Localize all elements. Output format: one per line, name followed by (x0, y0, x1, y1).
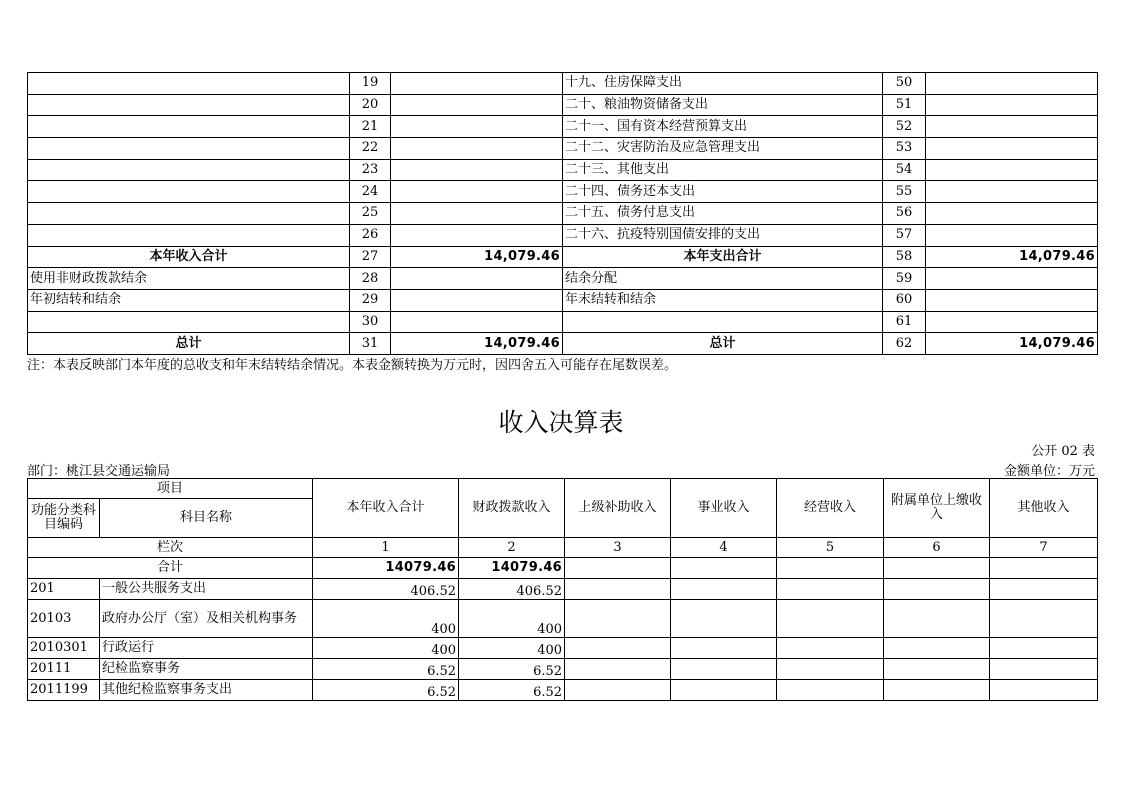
right-label-cell: 二十三、其他支出 (563, 159, 883, 181)
amount-cell (777, 680, 884, 701)
right-amount-cell: 14,079.46 (926, 246, 1098, 268)
table-row (28, 659, 1098, 680)
amount-cell (565, 659, 671, 680)
col-header-5: 经营收入 (777, 479, 884, 538)
left-number-cell: 31 (350, 333, 391, 355)
right-number-cell: 61 (883, 311, 926, 333)
right-number-cell: 60 (883, 289, 926, 311)
subject-code: 20103 (28, 600, 100, 638)
subject-code: 2011199 (28, 680, 100, 701)
left-amount-cell (391, 181, 563, 203)
table-row (28, 94, 1098, 116)
col-header-1: 本年收入合计 (313, 479, 459, 538)
total-value: 14079.46 (313, 558, 459, 579)
left-amount-cell (391, 203, 563, 225)
right-label-cell (563, 311, 883, 333)
left-number-cell: 30 (350, 311, 391, 333)
right-number-cell: 52 (883, 116, 926, 138)
amount-cell (884, 659, 990, 680)
col-number: 4 (671, 538, 777, 558)
left-label-cell (28, 311, 350, 333)
amount-cell (990, 680, 1098, 701)
table-row (28, 116, 1098, 138)
col-header-3: 上级补助收入 (565, 479, 671, 538)
left-number-cell: 27 (350, 246, 391, 268)
col-number: 5 (777, 538, 884, 558)
header-name: 科目名称 (100, 499, 313, 538)
right-amount-cell (926, 181, 1098, 203)
right-number-cell: 50 (883, 73, 926, 95)
left-number-cell: 20 (350, 94, 391, 116)
right-amount-cell (926, 224, 1098, 246)
page-title: 收入决算表 (498, 408, 624, 437)
left-number-cell: 24 (350, 181, 391, 203)
right-amount-cell: 14,079.46 (926, 333, 1098, 355)
amount-cell: 406.52 (459, 579, 565, 600)
col-header-6: 附属单位上缴收入 (884, 479, 990, 538)
right-amount-cell (926, 311, 1098, 333)
amount-cell: 400 (459, 600, 565, 638)
right-label-cell: 年末结转和结余 (563, 289, 883, 311)
amount-cell: 406.52 (313, 579, 459, 600)
table-row (28, 579, 1098, 600)
left-number-cell: 28 (350, 268, 391, 290)
form-code: 公开 02 表 (1031, 444, 1095, 459)
amount-cell (671, 659, 777, 680)
col-number: 2 (459, 538, 565, 558)
right-label-cell: 本年支出合计 (563, 246, 883, 268)
right-number-cell: 54 (883, 159, 926, 181)
total-value (565, 558, 671, 579)
col-number: 6 (884, 538, 990, 558)
table-row (28, 333, 1098, 355)
amount-cell (671, 638, 777, 659)
table-row (28, 680, 1098, 701)
left-amount-cell (391, 94, 563, 116)
total-value (671, 558, 777, 579)
total-value (990, 558, 1098, 579)
amount-cell: 6.52 (459, 659, 565, 680)
right-number-cell: 55 (883, 181, 926, 203)
left-amount-cell (391, 116, 563, 138)
subject-name: 一般公共服务支出 (100, 579, 313, 600)
amount-cell (990, 600, 1098, 638)
right-number-cell: 62 (883, 333, 926, 355)
amount-cell (990, 638, 1098, 659)
col-number: 1 (313, 538, 459, 558)
table-row (28, 600, 1098, 638)
left-label-cell: 总计 (28, 333, 350, 355)
right-number-cell: 56 (883, 203, 926, 225)
left-label-cell: 使用非财政拨款结余 (28, 268, 350, 290)
col-header-2: 财政拨款收入 (459, 479, 565, 538)
amount-cell (565, 600, 671, 638)
right-label-cell: 结余分配 (563, 268, 883, 290)
right-number-cell: 57 (883, 224, 926, 246)
subject-name: 纪检监察事务 (100, 659, 313, 680)
amount-cell (565, 579, 671, 600)
unit-label: 金额单位：万元 (1003, 464, 1095, 479)
left-label-cell: 本年收入合计 (28, 246, 350, 268)
left-amount-cell: 14,079.46 (391, 246, 563, 268)
header-project: 项目 (28, 479, 313, 499)
left-label-cell (28, 138, 350, 160)
amount-cell (990, 659, 1098, 680)
table-row (28, 73, 1098, 95)
amount-cell (777, 638, 884, 659)
amount-cell (777, 600, 884, 638)
subject-code: 20111 (28, 659, 100, 680)
left-number-cell: 26 (350, 224, 391, 246)
left-number-cell: 29 (350, 289, 391, 311)
right-label-cell: 二十、粮油物资储备支出 (563, 94, 883, 116)
left-number-cell: 21 (350, 116, 391, 138)
right-label-cell: 二十五、债务付息支出 (563, 203, 883, 225)
income-table (27, 478, 1098, 701)
amount-cell: 6.52 (313, 659, 459, 680)
total-value (777, 558, 884, 579)
department-label: 部门：桃江县交通运输局 (27, 464, 171, 479)
table-row (28, 203, 1098, 225)
amount-cell (884, 579, 990, 600)
amount-cell (671, 680, 777, 701)
header-code: 功能分类科目编码 (28, 499, 100, 538)
left-amount-cell (391, 138, 563, 160)
left-amount-cell (391, 289, 563, 311)
amount-cell: 6.52 (459, 680, 565, 701)
right-label-cell: 十九、住房保障支出 (563, 73, 883, 95)
right-number-cell: 58 (883, 246, 926, 268)
total-label: 合计 (28, 558, 313, 579)
left-label-cell (28, 159, 350, 181)
left-amount-cell (391, 73, 563, 95)
table-row (28, 224, 1098, 246)
table-row (28, 289, 1098, 311)
right-amount-cell (926, 268, 1098, 290)
col-number: 3 (565, 538, 671, 558)
left-amount-cell: 14,079.46 (391, 333, 563, 355)
col-header-4: 事业收入 (671, 479, 777, 538)
subject-code: 201 (28, 579, 100, 600)
total-value: 14079.46 (459, 558, 565, 579)
right-amount-cell (926, 73, 1098, 95)
amount-cell (884, 600, 990, 638)
col-index-label: 栏次 (28, 538, 313, 558)
table-row (28, 268, 1098, 290)
left-label-cell (28, 116, 350, 138)
table-row (28, 311, 1098, 333)
amount-cell: 400 (459, 638, 565, 659)
right-amount-cell (926, 94, 1098, 116)
amount-cell (671, 579, 777, 600)
amount-cell: 400 (313, 638, 459, 659)
total-value (884, 558, 990, 579)
left-amount-cell (391, 159, 563, 181)
right-amount-cell (926, 138, 1098, 160)
amount-cell (777, 659, 884, 680)
col-number: 7 (990, 538, 1098, 558)
amount-cell (884, 680, 990, 701)
left-label-cell (28, 181, 350, 203)
right-amount-cell (926, 289, 1098, 311)
left-label-cell (28, 224, 350, 246)
table-note: 注：本表反映部门本年度的总收支和年末结转结余情况。本表金额转换为万元时，因四舍五入可能存在尾数误差。 (27, 358, 678, 373)
table-row (28, 159, 1098, 181)
left-label-cell (28, 73, 350, 95)
amount-cell (990, 579, 1098, 600)
amount-cell (671, 600, 777, 638)
amount-cell (777, 579, 884, 600)
left-label-cell (28, 94, 350, 116)
right-label-cell: 二十六、抗疫特别国债安排的支出 (563, 224, 883, 246)
right-amount-cell (926, 159, 1098, 181)
table-row (28, 246, 1098, 268)
left-amount-cell (391, 224, 563, 246)
table-row (28, 638, 1098, 659)
amount-cell (884, 638, 990, 659)
amount-cell (565, 680, 671, 701)
right-label-cell: 二十一、国有资本经营预算支出 (563, 116, 883, 138)
right-label-cell: 二十二、灾害防治及应急管理支出 (563, 138, 883, 160)
left-number-cell: 22 (350, 138, 391, 160)
subject-name: 其他纪检监察事务支出 (100, 680, 313, 701)
right-label-cell: 二十四、债务还本支出 (563, 181, 883, 203)
left-number-cell: 23 (350, 159, 391, 181)
left-amount-cell (391, 268, 563, 290)
amount-cell: 6.52 (313, 680, 459, 701)
col-header-7: 其他收入 (990, 479, 1098, 538)
right-number-cell: 59 (883, 268, 926, 290)
right-number-cell: 51 (883, 94, 926, 116)
left-number-cell: 19 (350, 73, 391, 95)
right-amount-cell (926, 203, 1098, 225)
left-number-cell: 25 (350, 203, 391, 225)
subject-code: 2010301 (28, 638, 100, 659)
right-amount-cell (926, 116, 1098, 138)
left-label-cell (28, 203, 350, 225)
right-label-cell: 总计 (563, 333, 883, 355)
left-amount-cell (391, 311, 563, 333)
table-row (28, 138, 1098, 160)
left-label-cell: 年初结转和结余 (28, 289, 350, 311)
amount-cell: 400 (313, 600, 459, 638)
subject-name: 行政运行 (100, 638, 313, 659)
amount-cell (565, 638, 671, 659)
summary-table (27, 72, 1098, 355)
right-number-cell: 53 (883, 138, 926, 160)
subject-name: 政府办公厅（室）及相关机构事务 (100, 600, 313, 638)
table-row (28, 181, 1098, 203)
